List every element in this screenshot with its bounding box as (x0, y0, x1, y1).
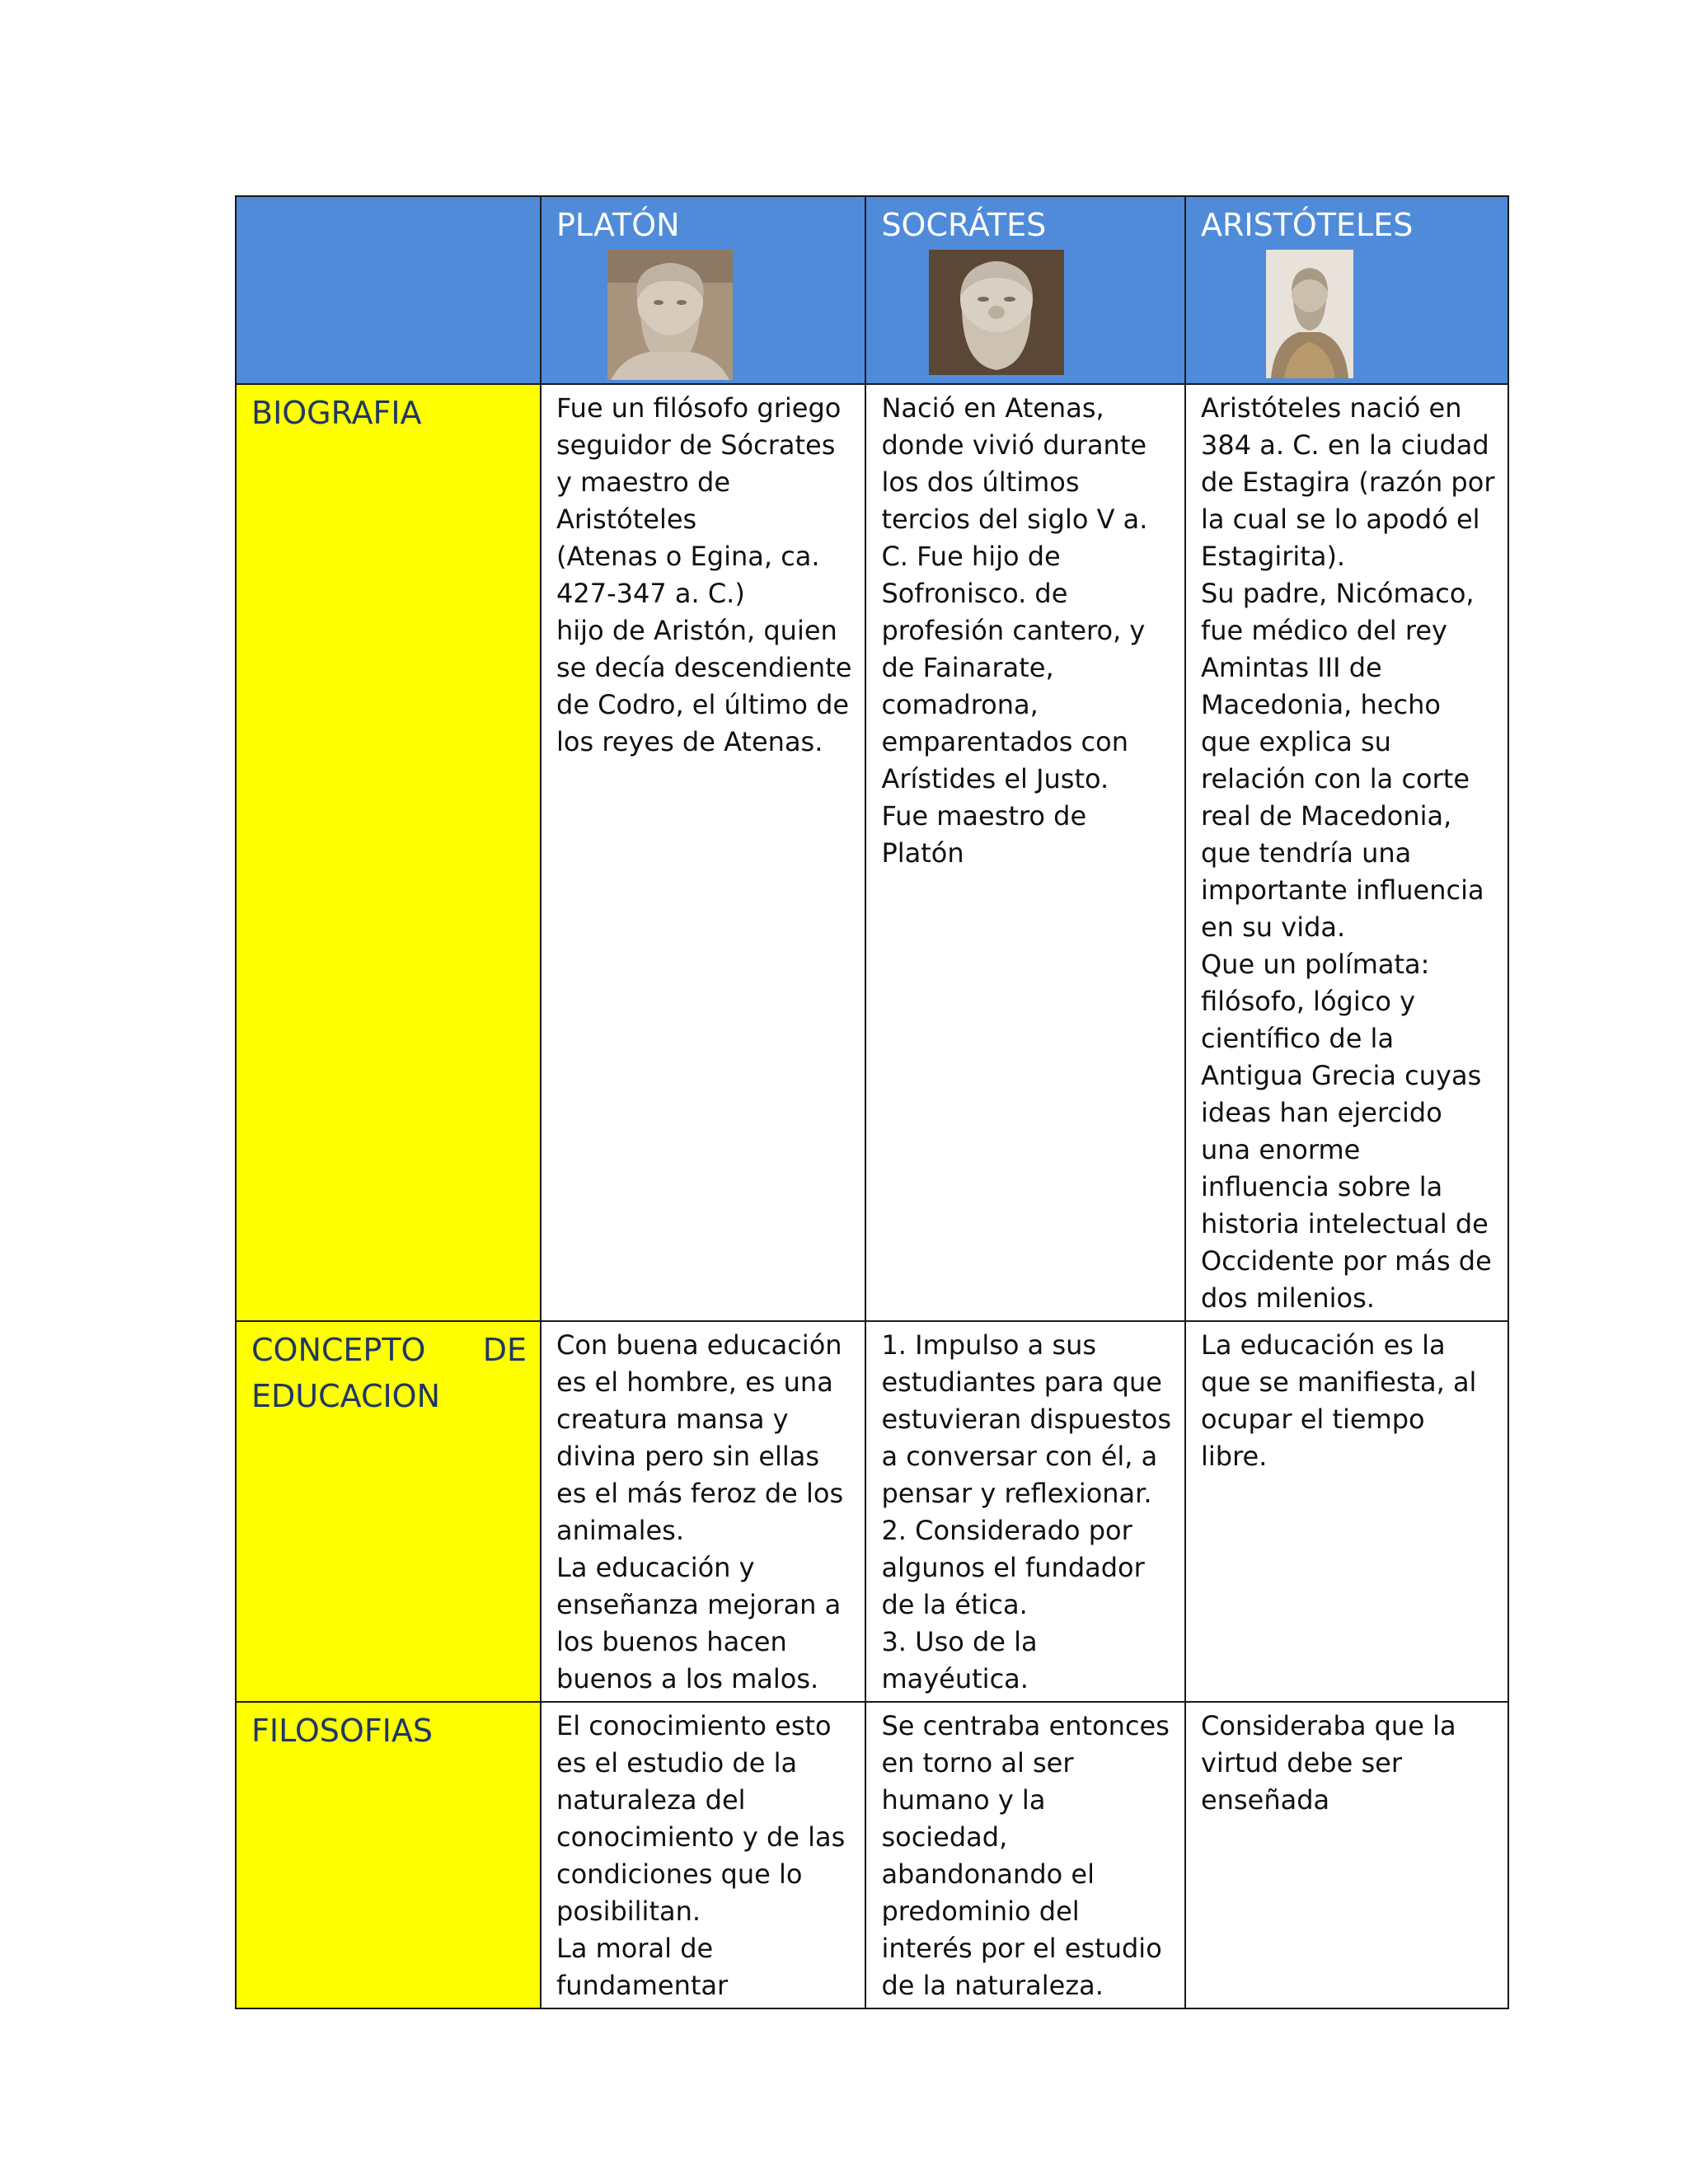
cell-text-line: libre. (1200, 1441, 1268, 1472)
cell-text-line: interés por el estudio (881, 1933, 1162, 1964)
cell-text-line: Aristóteles (556, 504, 697, 535)
bust-socrates-icon (929, 250, 1171, 375)
row-label-biografia: BIOGRAFIA (251, 395, 422, 431)
cell-text-line: Consideraba que la (1200, 1710, 1456, 1741)
cell-text-line: posibilitan. (556, 1896, 701, 1927)
cell-text-line: profesión cantero, y (881, 615, 1146, 646)
cell-text-line: pensar y reflexionar. (881, 1478, 1152, 1509)
cell-text-line: la cual se lo apodó el (1200, 504, 1480, 535)
row-label-filosofias: FILOSOFIAS (251, 1713, 434, 1749)
cell-filosofias-aristotle (1185, 1702, 1508, 2008)
cell-text-line: es el estudio de la (556, 1747, 798, 1779)
cell-text-line: humano y la (881, 1784, 1046, 1816)
cell-text-line: historia intelectual de (1200, 1208, 1489, 1240)
cell-text-line: en torno al ser (881, 1747, 1074, 1779)
cell-text-line: de Estagira (razón por (1200, 466, 1495, 498)
cell-text-line: Occidente por más de (1200, 1245, 1492, 1277)
header-cell-socrates (865, 196, 1185, 384)
cell-text-line: que tendría una (1200, 837, 1412, 869)
column-title-aristotle: ARISTÓTELES (1200, 207, 1414, 243)
row-label-concepto-word2: DE (482, 1332, 527, 1368)
cell-concepto-plato (541, 1321, 865, 1702)
cell-text-line: tercios del siglo V a. (881, 504, 1148, 535)
cell-biografia-socrates (865, 384, 1185, 1321)
cell-text-line: conocimiento y de las (556, 1821, 846, 1853)
cell-text-line: 427-347 a. C.) (556, 578, 745, 609)
cell-text-line: estuvieran dispuestos (881, 1404, 1171, 1435)
cell-biografia-aristotle (1185, 384, 1508, 1321)
cell-text-line: 1. Impulso a sus (881, 1329, 1097, 1361)
cell-text-line: Fue un filósofo griego (556, 392, 842, 424)
cell-text-line: 3. Uso de la (881, 1626, 1038, 1657)
cell-text-line: La moral de (556, 1933, 714, 1964)
cell-text-line: C. Fue hijo de (881, 541, 1061, 572)
cell-text-line: los dos últimos (881, 466, 1080, 498)
cell-text-line: Que un polímata: (1200, 949, 1430, 980)
cell-text-line: divina pero sin ellas (556, 1441, 820, 1472)
column-title-plato: PLATÓN (556, 207, 680, 243)
cell-text-line: que explica su (1200, 726, 1391, 757)
cell-text-line: Aristóteles nació en (1200, 392, 1462, 424)
cell-text-line: de la naturaleza. (881, 1970, 1104, 2001)
header-corner-cell (236, 196, 541, 384)
cell-text-line: mayéutica. (881, 1663, 1029, 1694)
cell-text-line: algunos el fundador (881, 1552, 1145, 1583)
row-label-filosofias-cell (236, 1702, 541, 2008)
cell-text-line: real de Macedonia, (1200, 800, 1452, 832)
cell-text-line: de Codro, el último de (556, 689, 850, 720)
column-title-socrates: SOCRÁTES (881, 207, 1047, 243)
cell-text-line: buenos a los malos. (556, 1663, 819, 1694)
cell-text-line: predominio del (881, 1896, 1080, 1927)
row-label-concepto-line2: EDUCACION (251, 1378, 441, 1414)
cell-text-line: una enorme (1200, 1134, 1361, 1165)
cell-text-line: condiciones que lo (556, 1858, 803, 1890)
cell-text-line: filósofo, lógico y (1200, 986, 1415, 1017)
cell-text-line: Se centraba entonces (881, 1710, 1170, 1741)
cell-text-line: relación con la corte (1200, 763, 1470, 794)
cell-text-line: importante influencia (1200, 874, 1484, 906)
cell-text-line: enseñanza mejoran a (556, 1589, 842, 1620)
cell-text-line: que se manifiesta, al (1200, 1366, 1477, 1398)
cell-text-line: seguidor de Sócrates (556, 429, 836, 461)
cell-text-line: comadrona, (881, 689, 1039, 720)
cell-text-line: en su vida. (1200, 912, 1346, 943)
cell-text-line: La educación y (556, 1552, 755, 1583)
cell-text-line: 384 a. C. en la ciudad (1200, 429, 1489, 461)
philosophers-comparison-table (235, 195, 1509, 2009)
bust-plato-icon (607, 250, 851, 380)
cell-filosofias-socrates (865, 1702, 1185, 2008)
row-label-concepto-line1 (251, 1327, 527, 1373)
cell-text-line: 2. Considerado por (881, 1515, 1132, 1546)
cell-text-line: abandonando el (881, 1858, 1095, 1890)
cell-text-line: Su padre, Nicómaco, (1200, 578, 1475, 609)
cell-text-line: Macedonia, hecho (1200, 689, 1441, 720)
cell-biografia-plato (541, 384, 865, 1321)
cell-text-line: se decía descendiente (556, 652, 852, 683)
cell-text-line: ideas han ejercido (1200, 1097, 1442, 1128)
cell-text-line: fundamentar (556, 1970, 729, 2001)
cell-text-line: dos milenios. (1200, 1282, 1375, 1314)
row-concepto-educacion (236, 1321, 1508, 1702)
cell-text-line: Estagirita). (1200, 541, 1346, 572)
cell-concepto-socrates (865, 1321, 1185, 1702)
cell-text-line: hijo de Aristón, quien (556, 615, 837, 646)
cell-text-line: de la ética. (881, 1589, 1028, 1620)
cell-text-line: influencia sobre la (1200, 1171, 1443, 1202)
bust-aristotle-icon (1266, 250, 1494, 378)
cell-text-line: y maestro de (556, 466, 730, 498)
header-row (236, 196, 1508, 384)
cell-text-line: ocupar el tiempo (1200, 1404, 1425, 1435)
row-biografia (236, 384, 1508, 1321)
cell-text-line: es el hombre, es una (556, 1366, 833, 1398)
cell-text-line: Nació en Atenas, (881, 392, 1104, 424)
cell-text-line: es el más feroz de los (556, 1478, 844, 1509)
cell-text-line: Platón (881, 837, 964, 869)
cell-text-line: Sofronisco. de (881, 578, 1068, 609)
cell-text-line: los buenos hacen (556, 1626, 787, 1657)
cell-text-line: (Atenas o Egina, ca. (556, 541, 820, 572)
cell-text-line: sociedad, (881, 1821, 1008, 1853)
cell-text-line: emparentados con (881, 726, 1128, 757)
cell-text-line: donde vivió durante (881, 429, 1147, 461)
cell-text-line: a conversar con él, a (881, 1441, 1158, 1472)
cell-text-line: Con buena educación (556, 1329, 842, 1361)
cell-text-line: los reyes de Atenas. (556, 726, 823, 757)
cell-text-line: Fue maestro de (881, 800, 1087, 832)
cell-text-line: La educación es la (1200, 1329, 1446, 1361)
cell-text-line: fue médico del rey (1200, 615, 1447, 646)
cell-text-line: Arístides el Justo. (881, 763, 1109, 794)
cell-text-line: naturaleza del (556, 1784, 746, 1816)
cell-text-line: enseñada (1200, 1784, 1330, 1816)
cell-filosofias-plato (541, 1702, 865, 2008)
header-cell-plato (541, 196, 865, 384)
cell-text-line: estudiantes para que (881, 1366, 1162, 1398)
cell-concepto-aristotle (1185, 1321, 1508, 1702)
cell-text-line: Amintas III de (1200, 652, 1382, 683)
cell-text-line: creatura mansa y (556, 1404, 789, 1435)
cell-text-line: El conocimiento esto (556, 1710, 832, 1741)
row-filosofias (236, 1702, 1508, 2008)
cell-text-line: de Fainarate, (881, 652, 1054, 683)
cell-text-line: animales. (556, 1515, 684, 1546)
row-label-concepto-word1: CONCEPTO (251, 1332, 426, 1368)
cell-text-line: científico de la (1200, 1023, 1395, 1054)
cell-text-line: Antigua Grecia cuyas (1200, 1060, 1482, 1091)
row-label-concepto-cell (236, 1321, 541, 1702)
row-label-biografia-cell (236, 384, 541, 1321)
cell-text-line: virtud debe ser (1200, 1747, 1402, 1779)
header-cell-aristotle (1185, 196, 1508, 384)
